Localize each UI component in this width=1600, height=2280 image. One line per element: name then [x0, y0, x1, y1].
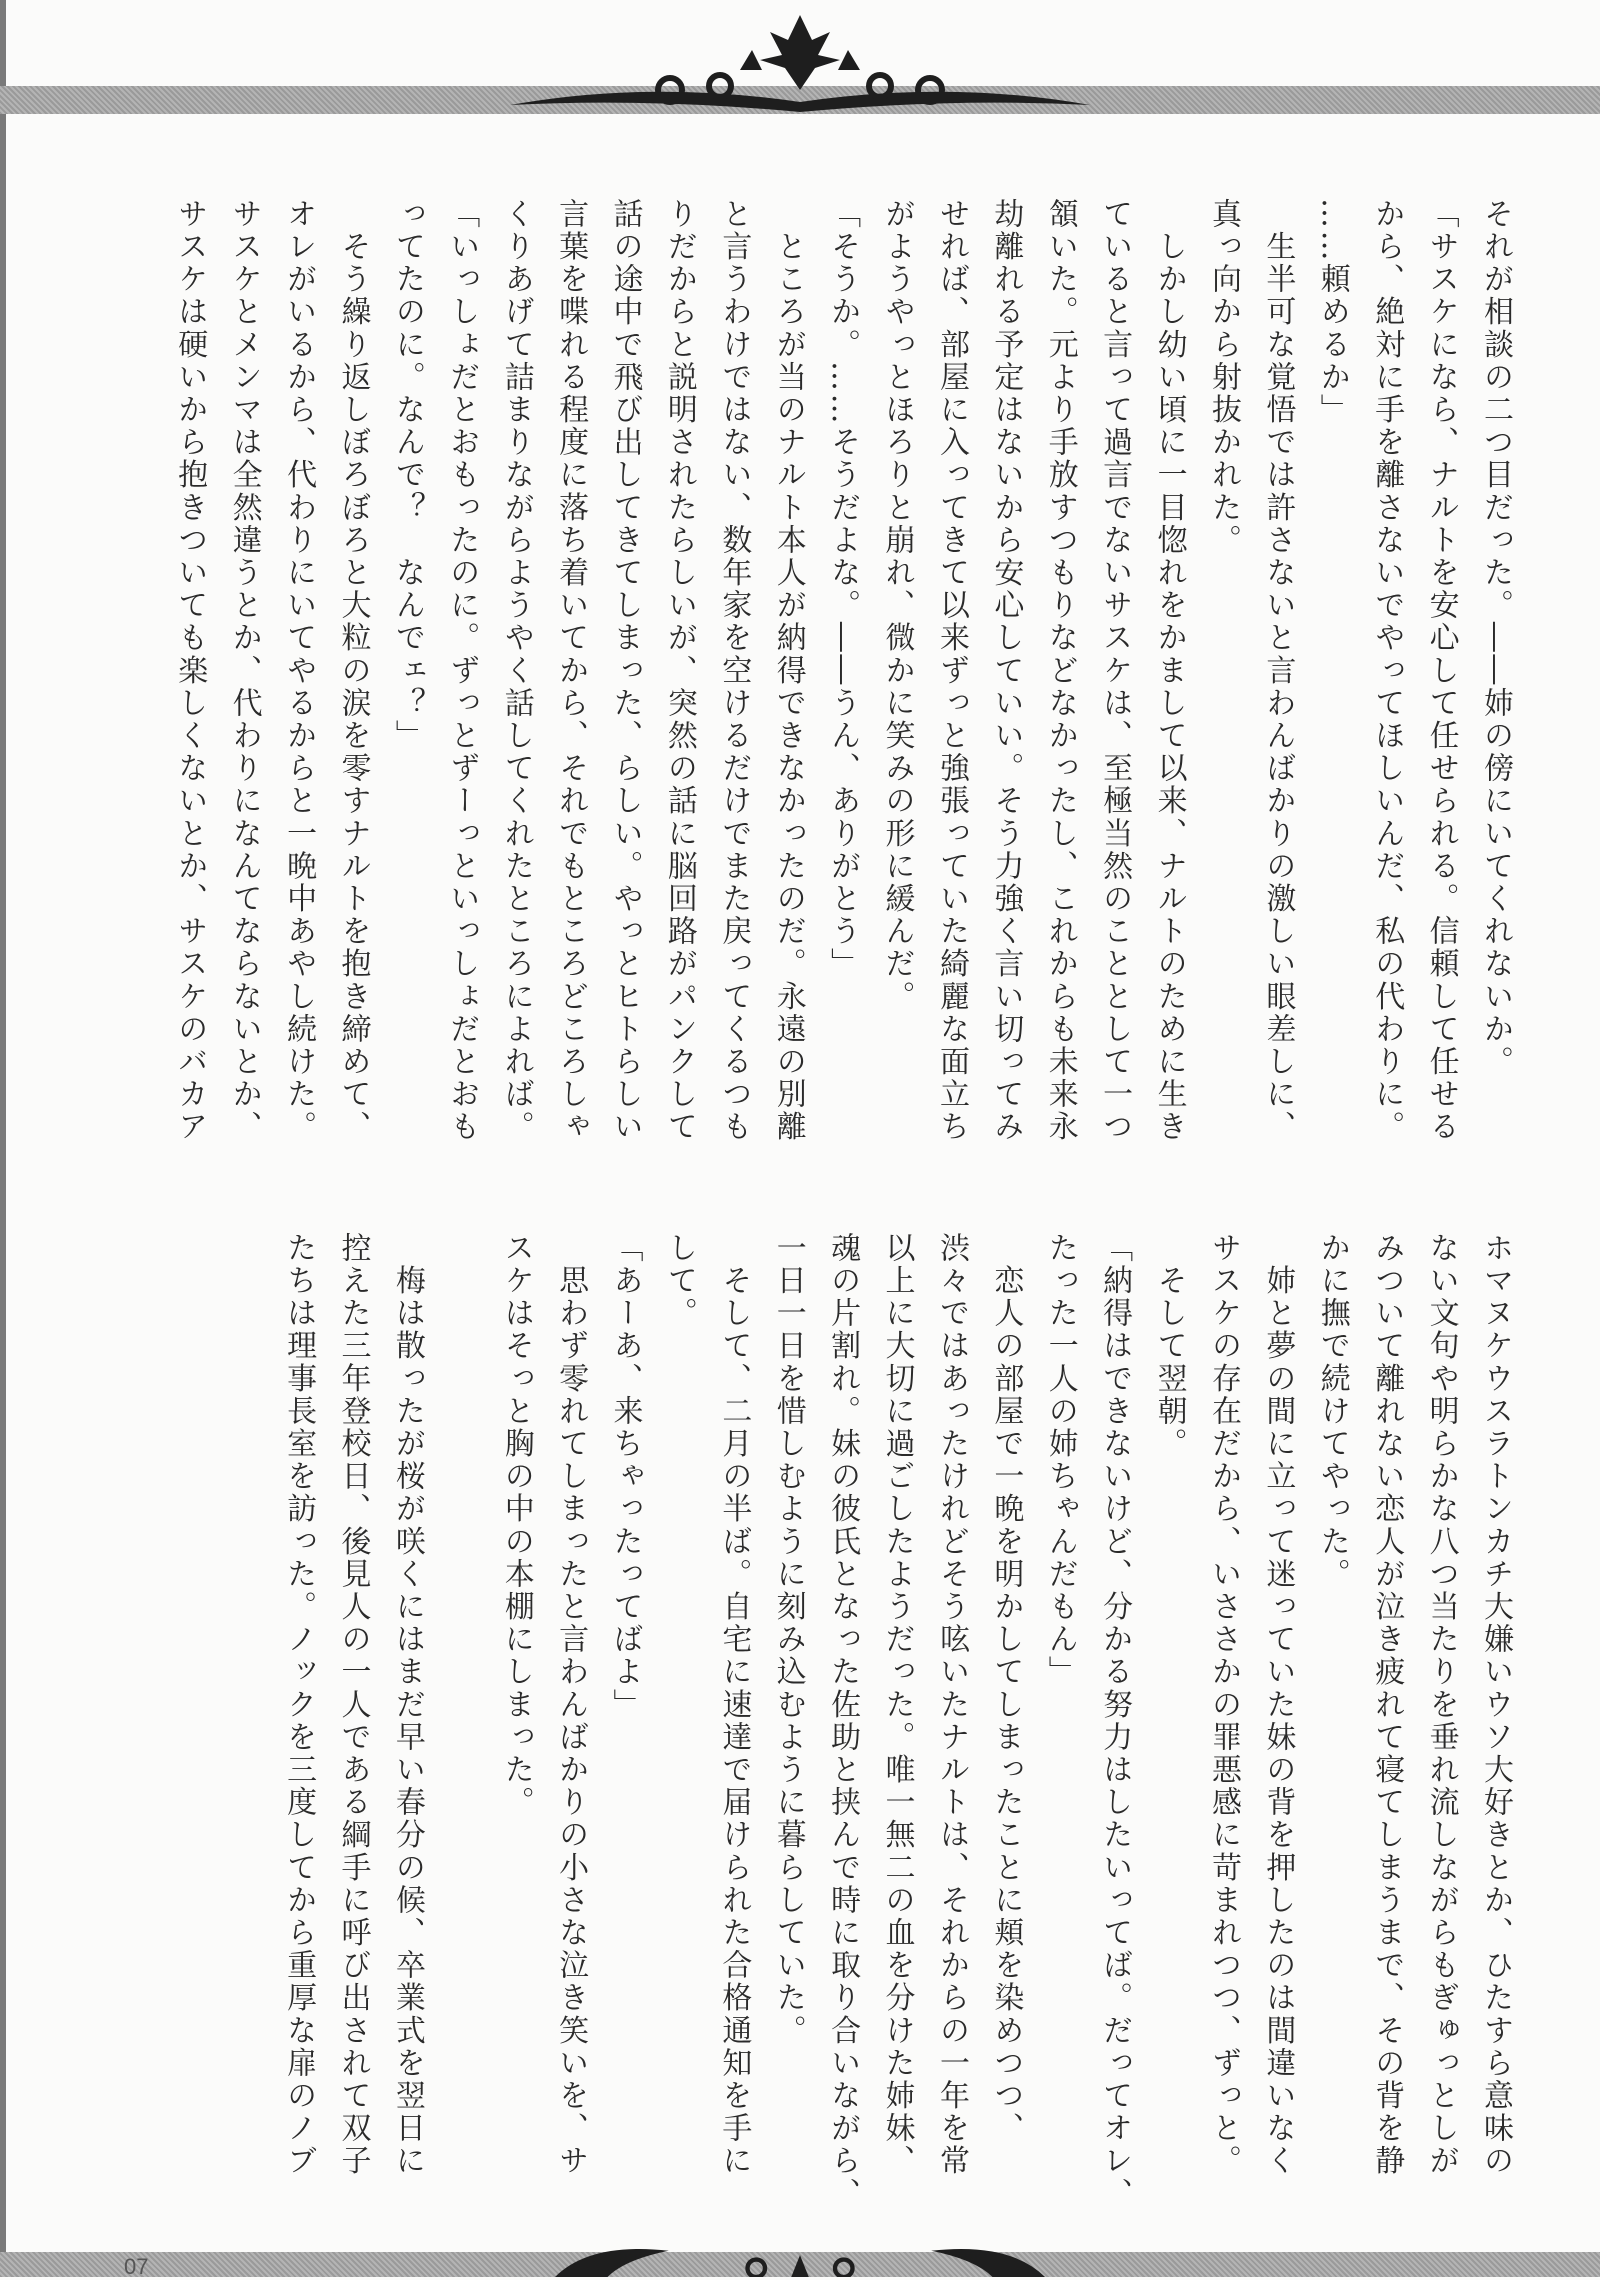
- text-column: 「いっしょだとおもったのに。ずっとずーっといっしょだとおも: [444, 198, 480, 1144]
- text-column: ってたのに。なんで？ なんでェ？」: [389, 198, 425, 753]
- text-column: たった一人の姉ちゃんだもん」: [1042, 1232, 1078, 1689]
- text-column: サスケの存在だから、いささかの罪悪感に苛まれつつ、ずっと。: [1205, 1232, 1241, 2178]
- text-column: 魂の片割れ。妹の彼氏となった佐助と挟んで時に取り合いながら、: [825, 1232, 861, 2210]
- text-column: 一日一日を惜しむように刻み込むように暮らしていた。: [770, 1232, 806, 2047]
- text-column: 恋人の部屋で一晩を明かしてしまったことに頬を染めつつ、: [988, 1232, 1024, 2145]
- scan-edge: [0, 0, 6, 2277]
- text-column: ホマヌケウスラトンカチ大嫌いウソ大好きとか、ひたすら意味の: [1478, 1232, 1513, 2178]
- text-column: [434, 1232, 488, 2247]
- text-column: 姉と夢の間に立って迷っていた妹の背を押したのは間違いなく: [1260, 1232, 1296, 2178]
- text-column: 思わず零れてしまったと言わんばかりの小さな泣き笑いを、サ: [553, 1232, 589, 2178]
- text-column: たちは理事長室を訪った。ノックを三度してから重厚な扉のノブ: [281, 1232, 317, 2178]
- text-column: から、絶対に手を離さないでやってほしいんだ、私の代わりに。: [1369, 198, 1405, 1144]
- text-column: ……頼めるか」: [1314, 198, 1350, 427]
- header-ornament-icon: [500, 10, 1100, 120]
- text-column: と言うわけではない、数年家を空けるだけでまた戻ってくるつも: [716, 198, 752, 1144]
- text-column: がようやっとほろりと崩れ、微かに笑みの形に緩んだ。: [879, 198, 915, 1013]
- text-column: 「納得はできないけど、分かる努力はしたいってば。だってオレ、: [1097, 1232, 1133, 2210]
- text-column: そして翌朝。: [1151, 1232, 1187, 1461]
- text-column: 「そうか。……そうだよな。――うん、ありがとう」: [825, 198, 861, 981]
- text-column: せれば、部屋に入ってきて以来ずっと強張っていた綺麗な面立ち: [933, 198, 969, 1144]
- text-column: しかし幼い頃に一目惚れをかまして以来、ナルトのために生き: [1151, 198, 1187, 1144]
- footer-ornament-icon: [500, 2242, 1100, 2277]
- text-column: 言葉を喋れる程度に落ち着いてから、それでもところどころしゃ: [553, 198, 589, 1144]
- text-column: 生半可な覚悟では許さないと言わんばかりの激しい眼差しに、: [1260, 198, 1296, 1144]
- text-column: 頷いた。元より手放すつもりなどなかったし、これからも未来永: [1042, 198, 1078, 1144]
- text-column: スケはそっと胸の中の本棚にしまった。: [498, 1232, 534, 1819]
- text-column: 話の途中で飛び出してきてしまった、らしい。やっとヒトらしい: [607, 198, 643, 1144]
- text-block-upper: [162, 198, 1522, 1213]
- text-column: かに撫で続けてやった。: [1314, 1232, 1350, 1591]
- text-column: りだからと説明されたらしいが、突然の話に脳回路がパンクして: [661, 198, 697, 1144]
- text-column: そう繰り返しぼろぼろと大粒の涙を零すナルトを抱き締めて、: [335, 198, 371, 1144]
- text-column: 「サスケになら、ナルトを安心して任せられる。信頼して任せる: [1423, 198, 1459, 1144]
- text-column: ところが当のナルト本人が納得できなかったのだ。永遠の別離: [770, 198, 806, 1144]
- text-column: 劫離れる予定はないから安心していい。そう力強く言い切ってみ: [988, 198, 1024, 1144]
- text-column: サスケは硬いから抱きついても楽しくないとか、サスケのバカア: [172, 198, 208, 1144]
- text-column: サスケとメンマは全然違うとか、代わりになんてならないとか、: [226, 198, 262, 1144]
- page-number: 07: [124, 2254, 149, 2279]
- text-column: 以上に大切に過ごしたようだった。唯一無二の血を分けた姉妹、: [879, 1232, 915, 2178]
- text-column: 梅は散ったが桜が咲くにはまだ早い春分の候、卒業式を翌日に: [389, 1232, 425, 2178]
- text-column: 控えた三年登校日、後見人の一人である綱手に呼び出されて双子: [335, 1232, 371, 2178]
- text-column: して。: [661, 1232, 697, 1330]
- text-column: それが相談の二つ目だった。――姉の傍にいてくれないか。: [1478, 198, 1513, 1079]
- text-column: 真っ向から射抜かれた。: [1205, 198, 1241, 557]
- text-column: ていると言って過言でないサスケは、至極当然のこととして一つ: [1097, 198, 1133, 1144]
- text-column: 「あーあ、来ちゃったってばよ」: [607, 1232, 643, 1721]
- text-column: くりあげて詰まりながらようやく話してくれたところによれば。: [498, 198, 534, 1144]
- text-column: そして、二月の半ば。自宅に速達で届けられた合格通知を手に: [716, 1232, 752, 2178]
- text-block-lower: [271, 1232, 1522, 2247]
- text-column: みついて離れない恋人が泣き疲れて寝てしまうまで、その背を静: [1369, 1232, 1405, 2178]
- text-column: オレがいるから、代わりにいてやるからと一晩中あやし続けた。: [281, 198, 317, 1144]
- text-column: ない文句や明らかな八つ当たりを垂れ流しながらもぎゅっとしが: [1423, 1232, 1459, 2178]
- text-column: 渋々ではあったけれどそう呟いたナルトは、それからの一年を常: [933, 1232, 969, 2178]
